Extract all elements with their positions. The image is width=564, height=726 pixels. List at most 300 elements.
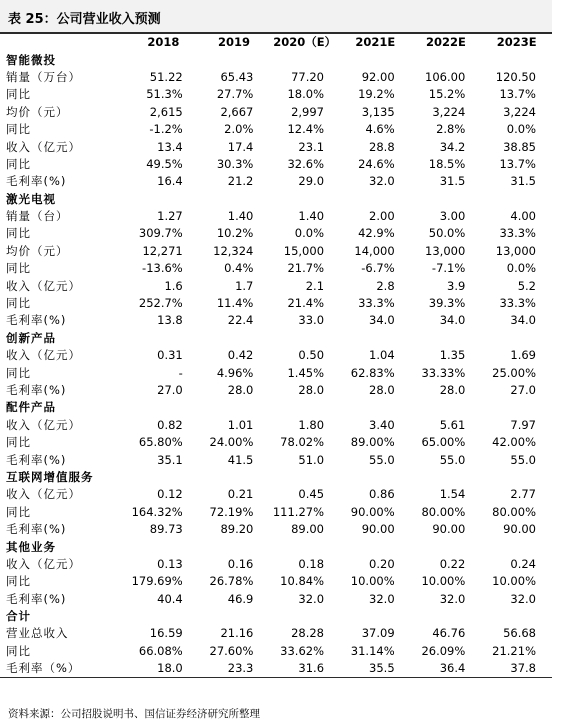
value-cell: 39.3% bbox=[428, 296, 466, 311]
table-row bbox=[0, 417, 552, 434]
table-row bbox=[0, 104, 552, 121]
value-cell: 12,324 bbox=[213, 243, 254, 258]
section-label: 创新产品 bbox=[6, 330, 56, 345]
value-cell: 7.97 bbox=[510, 417, 536, 432]
value-cell: 10.00% bbox=[492, 574, 536, 589]
section-row bbox=[0, 191, 552, 208]
value-cell: 1.35 bbox=[439, 348, 466, 363]
value-cell: 2.8% bbox=[436, 122, 466, 137]
table-header-row bbox=[0, 34, 552, 51]
value-cell: 0.4% bbox=[224, 261, 254, 276]
table-row bbox=[0, 591, 552, 608]
value-cell: 3.40 bbox=[369, 417, 395, 432]
row-label: 同比 bbox=[6, 574, 31, 589]
row-label: 毛利率（%） bbox=[0, 660, 128, 678]
value-cell: 31.5 bbox=[510, 174, 536, 189]
value-cell bbox=[481, 608, 552, 625]
value-cell: 51.3% bbox=[146, 87, 183, 102]
table-title-bar bbox=[0, 0, 552, 34]
value-cell: 0.0% bbox=[506, 122, 536, 137]
value-cell: 1.01 bbox=[227, 417, 254, 432]
section-label: 智能微投 bbox=[6, 52, 56, 67]
value-cell: 33.3% bbox=[358, 296, 395, 311]
row-label: 毛利率(%) bbox=[6, 522, 67, 537]
value-cell bbox=[481, 330, 552, 347]
value-cell: 1.69 bbox=[510, 348, 536, 363]
table-row bbox=[0, 434, 552, 451]
value-cell bbox=[199, 399, 270, 416]
section-row bbox=[0, 469, 552, 486]
value-cell: 23.3 bbox=[199, 660, 270, 678]
value-cell: 0.86 bbox=[369, 487, 395, 502]
value-cell: 89.00 bbox=[291, 522, 325, 537]
row-label: 同比 bbox=[6, 435, 31, 450]
table-row bbox=[0, 573, 552, 590]
value-cell: 13.7% bbox=[499, 87, 536, 102]
value-cell: 13,000 bbox=[425, 243, 466, 258]
value-cell: 5.61 bbox=[439, 417, 466, 432]
value-cell bbox=[128, 399, 199, 416]
value-cell: -13.6% bbox=[142, 261, 183, 276]
section-label: 互联网增值服务 bbox=[6, 469, 94, 484]
value-cell: 32.6% bbox=[287, 156, 325, 171]
value-cell: 55.0 bbox=[510, 452, 536, 467]
value-cell: 34.0 bbox=[369, 313, 395, 328]
value-cell: 65.43 bbox=[220, 69, 254, 84]
value-cell: 19.2% bbox=[358, 87, 395, 102]
value-cell: 92.00 bbox=[361, 69, 395, 84]
value-cell: 28.0 bbox=[227, 383, 254, 397]
value-cell: 36.4 bbox=[411, 660, 482, 678]
value-cell: 49.5% bbox=[146, 156, 183, 171]
value-cell: 37.09 bbox=[361, 626, 395, 641]
value-cell bbox=[340, 399, 411, 416]
value-cell: 55.0 bbox=[439, 452, 466, 467]
row-label: 营业总收入 bbox=[6, 626, 69, 641]
value-cell: 18.0% bbox=[287, 87, 325, 102]
value-cell bbox=[411, 399, 482, 416]
value-cell: 3,135 bbox=[361, 104, 395, 119]
row-label: 同比 bbox=[6, 226, 31, 241]
section-row bbox=[0, 399, 552, 416]
value-cell: 0.42 bbox=[227, 348, 254, 363]
table-row bbox=[0, 69, 552, 86]
value-cell: 0.18 bbox=[298, 556, 325, 571]
value-cell: 10.84% bbox=[280, 574, 325, 589]
value-cell bbox=[269, 399, 340, 416]
table-row bbox=[0, 364, 552, 381]
value-cell: 0.16 bbox=[227, 556, 254, 571]
value-cell: 42.00% bbox=[492, 435, 536, 450]
value-cell: 28.28 bbox=[291, 626, 325, 641]
value-cell: 32.0 bbox=[439, 591, 466, 606]
value-cell: 21.2 bbox=[227, 174, 254, 189]
value-cell: 1.54 bbox=[439, 487, 466, 502]
row-label: 销量（台） bbox=[6, 209, 69, 224]
value-cell: 32.0 bbox=[369, 591, 395, 606]
value-cell: 46.9 bbox=[227, 591, 254, 606]
value-cell: 2.77 bbox=[510, 487, 536, 502]
value-cell: 90.00 bbox=[503, 522, 536, 537]
value-cell: 26.78% bbox=[209, 574, 254, 589]
value-cell: 23.1 bbox=[298, 139, 325, 154]
value-cell bbox=[128, 191, 199, 208]
row-label: 收入（亿元） bbox=[6, 556, 81, 571]
value-cell: -6.7% bbox=[361, 261, 395, 276]
value-cell: 111.27% bbox=[272, 504, 325, 519]
value-cell: 33.3% bbox=[499, 296, 536, 311]
value-cell: 2,997 bbox=[291, 104, 325, 119]
table-row bbox=[0, 625, 552, 642]
row-label: 同比 bbox=[6, 156, 31, 171]
table-row bbox=[0, 277, 552, 294]
value-cell: -7.1% bbox=[431, 261, 466, 276]
row-label: 毛利率(%) bbox=[6, 174, 67, 189]
row-label: 同比 bbox=[6, 643, 31, 658]
value-cell bbox=[340, 608, 411, 625]
table-row bbox=[0, 225, 552, 242]
row-label: 毛利率(%) bbox=[6, 452, 67, 467]
value-cell: 13,000 bbox=[495, 243, 536, 258]
value-cell: 90.00 bbox=[432, 522, 466, 537]
value-cell bbox=[269, 538, 340, 555]
value-cell: 4.96% bbox=[216, 365, 254, 380]
value-cell: 24.6% bbox=[358, 156, 395, 171]
value-cell: 2,615 bbox=[149, 104, 183, 119]
value-cell: 0.13 bbox=[157, 556, 183, 571]
value-cell: 1.40 bbox=[298, 209, 325, 224]
value-cell: 0.50 bbox=[298, 348, 325, 363]
section-label: 激光电视 bbox=[6, 191, 56, 206]
value-cell bbox=[128, 330, 199, 347]
value-cell: 56.68 bbox=[503, 626, 536, 641]
value-cell bbox=[481, 538, 552, 555]
value-cell bbox=[481, 191, 552, 208]
value-cell: 12,271 bbox=[142, 243, 183, 258]
table-row bbox=[0, 260, 552, 277]
value-cell bbox=[199, 469, 270, 486]
table-title: 表 25：公司营业收入预测 bbox=[8, 12, 161, 27]
row-label: 均价（元） bbox=[6, 104, 69, 119]
value-cell: 0.24 bbox=[510, 556, 536, 571]
value-cell: 30.3% bbox=[216, 156, 254, 171]
value-cell bbox=[199, 330, 270, 347]
value-cell bbox=[340, 538, 411, 555]
value-cell: 1.80 bbox=[298, 417, 325, 432]
value-cell bbox=[340, 469, 411, 486]
section-row bbox=[0, 608, 552, 625]
value-cell: 0.0% bbox=[506, 261, 536, 276]
value-cell: 106.00 bbox=[425, 69, 466, 84]
value-cell: 0.12 bbox=[157, 487, 183, 502]
value-cell bbox=[340, 191, 411, 208]
value-cell: 35.5 bbox=[340, 660, 411, 678]
row-label: 毛利率(%) bbox=[6, 313, 67, 328]
header-year-cell: 2021E bbox=[355, 35, 396, 50]
value-cell: 0.45 bbox=[298, 487, 325, 502]
value-cell: 78.02% bbox=[280, 435, 325, 450]
value-cell: 3,224 bbox=[432, 104, 466, 119]
row-label: 均价（元） bbox=[6, 243, 69, 258]
value-cell bbox=[269, 608, 340, 625]
value-cell: 27.60% bbox=[209, 643, 254, 658]
table-row bbox=[0, 243, 552, 260]
row-label: 同比 bbox=[6, 87, 31, 102]
table-body bbox=[0, 34, 552, 678]
section-row bbox=[0, 51, 552, 68]
value-cell: 28.0 bbox=[369, 383, 395, 397]
table-row bbox=[0, 451, 552, 468]
row-label: 收入（亿元） bbox=[6, 417, 81, 432]
value-cell: 5.2 bbox=[517, 278, 536, 293]
table-row bbox=[0, 486, 552, 503]
value-cell: 77.20 bbox=[291, 69, 325, 84]
value-cell: 1.7 bbox=[235, 278, 254, 293]
value-cell: 89.00% bbox=[350, 435, 395, 450]
value-cell bbox=[411, 538, 482, 555]
value-cell bbox=[199, 191, 270, 208]
table-row bbox=[0, 312, 552, 329]
value-cell bbox=[128, 469, 199, 486]
value-cell: 62.83% bbox=[350, 365, 395, 380]
value-cell: 4.6% bbox=[365, 122, 395, 137]
value-cell: 0.82 bbox=[157, 417, 183, 432]
value-cell: 12.4% bbox=[287, 122, 325, 137]
value-cell: 3,224 bbox=[503, 104, 536, 119]
value-cell: 10.00% bbox=[421, 574, 466, 589]
value-cell: 33.62% bbox=[280, 643, 325, 658]
value-cell bbox=[199, 608, 270, 625]
row-label: 收入（亿元） bbox=[6, 348, 81, 363]
header-year-cell: 2020（E） bbox=[273, 35, 337, 50]
value-cell: 309.7% bbox=[138, 226, 183, 241]
value-cell: 32.0 bbox=[369, 174, 395, 189]
value-cell: 65.80% bbox=[138, 435, 183, 450]
value-cell: 14,000 bbox=[354, 243, 395, 258]
value-cell bbox=[269, 469, 340, 486]
table-row bbox=[0, 521, 552, 538]
value-cell: 26.09% bbox=[421, 643, 466, 658]
value-cell: 2.00 bbox=[369, 209, 395, 224]
value-cell: 31.6 bbox=[269, 660, 340, 678]
value-cell: 89.20 bbox=[220, 522, 254, 537]
value-cell: 32.0 bbox=[298, 591, 325, 606]
value-cell bbox=[128, 608, 199, 625]
value-cell: 41.5 bbox=[227, 452, 254, 467]
value-cell bbox=[128, 538, 199, 555]
value-cell: 27.0 bbox=[157, 383, 183, 397]
value-cell: 13.7% bbox=[499, 156, 536, 171]
row-label: 同比 bbox=[6, 261, 31, 276]
value-cell: 1.45% bbox=[287, 365, 325, 380]
value-cell bbox=[411, 191, 482, 208]
value-cell: 31.5 bbox=[439, 174, 466, 189]
value-cell: 38.85 bbox=[503, 139, 536, 154]
value-cell bbox=[199, 538, 270, 555]
value-cell: 31.14% bbox=[350, 643, 395, 658]
value-cell: 28.8 bbox=[369, 139, 395, 154]
value-cell bbox=[269, 330, 340, 347]
value-cell: 33.33% bbox=[421, 365, 466, 380]
value-cell bbox=[340, 330, 411, 347]
value-cell: 1.04 bbox=[369, 348, 395, 363]
value-cell: 11.4% bbox=[216, 296, 254, 311]
value-cell: 1.27 bbox=[157, 209, 183, 224]
value-cell: 21.4% bbox=[287, 296, 325, 311]
value-cell: 15,000 bbox=[283, 243, 325, 258]
row-label: 销量（万台） bbox=[6, 69, 81, 84]
value-cell: 29.0 bbox=[298, 174, 325, 189]
value-cell bbox=[128, 51, 199, 68]
table-row bbox=[0, 208, 552, 225]
header-year-cell: 2023E bbox=[496, 35, 537, 50]
value-cell bbox=[269, 191, 340, 208]
value-cell: 34.0 bbox=[439, 313, 466, 328]
value-cell: 27.7% bbox=[216, 87, 254, 102]
row-label: 同比 bbox=[6, 296, 31, 311]
value-cell: 37.8 bbox=[481, 660, 552, 678]
value-cell: 27.0 bbox=[510, 383, 536, 397]
value-cell: 13.8 bbox=[157, 313, 183, 328]
value-cell: 1.6 bbox=[164, 278, 183, 293]
value-cell: 66.08% bbox=[138, 643, 183, 658]
row-label: 收入（亿元） bbox=[6, 278, 81, 293]
table-row bbox=[0, 121, 552, 138]
table-row bbox=[0, 156, 552, 173]
value-cell bbox=[481, 469, 552, 486]
value-cell bbox=[411, 608, 482, 625]
value-cell: 18.5% bbox=[428, 156, 466, 171]
value-cell: 0.20 bbox=[369, 556, 395, 571]
section-row bbox=[0, 330, 552, 347]
value-cell: 0.22 bbox=[439, 556, 466, 571]
table-row bbox=[0, 295, 552, 312]
value-cell: 15.2% bbox=[428, 87, 466, 102]
value-cell bbox=[411, 330, 482, 347]
value-cell: 1.40 bbox=[227, 209, 254, 224]
header-year-cell: 2022E bbox=[426, 35, 466, 50]
value-cell: 90.00 bbox=[361, 522, 395, 537]
header-label-cell bbox=[0, 34, 128, 51]
value-cell: 120.50 bbox=[495, 69, 536, 84]
value-cell bbox=[411, 469, 482, 486]
table-row bbox=[0, 643, 552, 660]
value-cell: 28.0 bbox=[439, 383, 466, 397]
value-cell: 89.73 bbox=[149, 522, 183, 537]
value-cell: 90.00% bbox=[350, 504, 395, 519]
value-cell: 40.4 bbox=[157, 591, 183, 606]
table-row bbox=[0, 347, 552, 364]
value-cell: 33.3% bbox=[499, 226, 536, 241]
header-year-cell: 2019 bbox=[218, 35, 251, 50]
value-cell bbox=[481, 399, 552, 416]
value-cell: 21.21% bbox=[492, 643, 536, 658]
value-cell: 2.0% bbox=[224, 122, 254, 137]
value-cell: 72.19% bbox=[209, 504, 254, 519]
value-cell bbox=[411, 51, 482, 68]
row-label: 收入（亿元） bbox=[6, 139, 81, 154]
value-cell: 80.00% bbox=[492, 504, 536, 519]
source-note: 资料来源：公司招股说明书、国信证券经济研究所整理 bbox=[8, 708, 260, 720]
value-cell: 28.0 bbox=[298, 383, 325, 397]
value-cell: 33.0 bbox=[298, 313, 325, 328]
value-cell: 17.4 bbox=[227, 139, 254, 154]
value-cell: 10.2% bbox=[216, 226, 254, 241]
value-cell: 22.4 bbox=[227, 313, 254, 328]
value-cell: 50.0% bbox=[428, 226, 466, 241]
section-label: 配件产品 bbox=[6, 400, 56, 415]
value-cell: 25.00% bbox=[492, 365, 536, 380]
header-year-cell: 2018 bbox=[147, 35, 180, 50]
value-cell: 2.8 bbox=[376, 278, 395, 293]
value-cell: 24.00% bbox=[209, 435, 254, 450]
value-cell: 164.32% bbox=[131, 504, 183, 519]
value-cell: 252.7% bbox=[138, 296, 183, 311]
table-row bbox=[0, 86, 552, 103]
table-row bbox=[0, 382, 552, 399]
value-cell bbox=[199, 51, 270, 68]
table-row bbox=[0, 504, 552, 521]
value-cell: -1.2% bbox=[149, 122, 183, 137]
value-cell: 0.0% bbox=[294, 226, 325, 241]
value-cell: 3.00 bbox=[439, 209, 466, 224]
value-cell bbox=[481, 51, 552, 68]
value-cell: 2,667 bbox=[220, 104, 254, 119]
section-label: 其他业务 bbox=[6, 539, 56, 554]
table-row bbox=[0, 138, 552, 155]
value-cell: 35.1 bbox=[157, 452, 183, 467]
value-cell: 18.0 bbox=[128, 660, 199, 678]
value-cell: 3.9 bbox=[447, 278, 466, 293]
value-cell: 32.0 bbox=[510, 591, 536, 606]
value-cell: 179.69% bbox=[131, 574, 183, 589]
value-cell: 0.31 bbox=[157, 348, 183, 363]
table-row bbox=[0, 173, 552, 190]
value-cell: 65.00% bbox=[421, 435, 466, 450]
value-cell: 42.9% bbox=[358, 226, 395, 241]
value-cell: 2.1 bbox=[305, 278, 325, 293]
row-label: 毛利率(%) bbox=[6, 383, 67, 397]
value-cell: 55.0 bbox=[369, 452, 395, 467]
table-row bbox=[0, 556, 552, 573]
row-label: 收入（亿元） bbox=[6, 487, 81, 502]
value-cell: 34.0 bbox=[510, 313, 536, 328]
value-cell: 16.59 bbox=[149, 626, 183, 641]
table-row bbox=[0, 660, 552, 678]
value-cell: 34.2 bbox=[439, 139, 466, 154]
section-row bbox=[0, 538, 552, 555]
value-cell: 80.00% bbox=[421, 504, 466, 519]
value-cell: 51.0 bbox=[298, 452, 325, 467]
value-cell: 0.21 bbox=[227, 487, 254, 502]
value-cell: 13.4 bbox=[157, 139, 183, 154]
row-label: 毛利率(%) bbox=[6, 591, 67, 606]
row-label: 同比 bbox=[6, 504, 31, 519]
value-cell bbox=[269, 51, 340, 68]
value-cell: 51.22 bbox=[149, 69, 183, 84]
value-cell: 10.00% bbox=[350, 574, 395, 589]
row-label: 同比 bbox=[6, 365, 31, 380]
revenue-forecast-table bbox=[0, 34, 552, 678]
value-cell: 4.00 bbox=[510, 209, 536, 224]
value-cell: 16.4 bbox=[157, 174, 183, 189]
value-cell bbox=[340, 51, 411, 68]
value-cell: - bbox=[178, 365, 183, 380]
section-label: 合计 bbox=[6, 609, 31, 624]
value-cell: 46.76 bbox=[432, 626, 466, 641]
row-label: 同比 bbox=[6, 122, 31, 137]
value-cell: 21.16 bbox=[220, 626, 254, 641]
